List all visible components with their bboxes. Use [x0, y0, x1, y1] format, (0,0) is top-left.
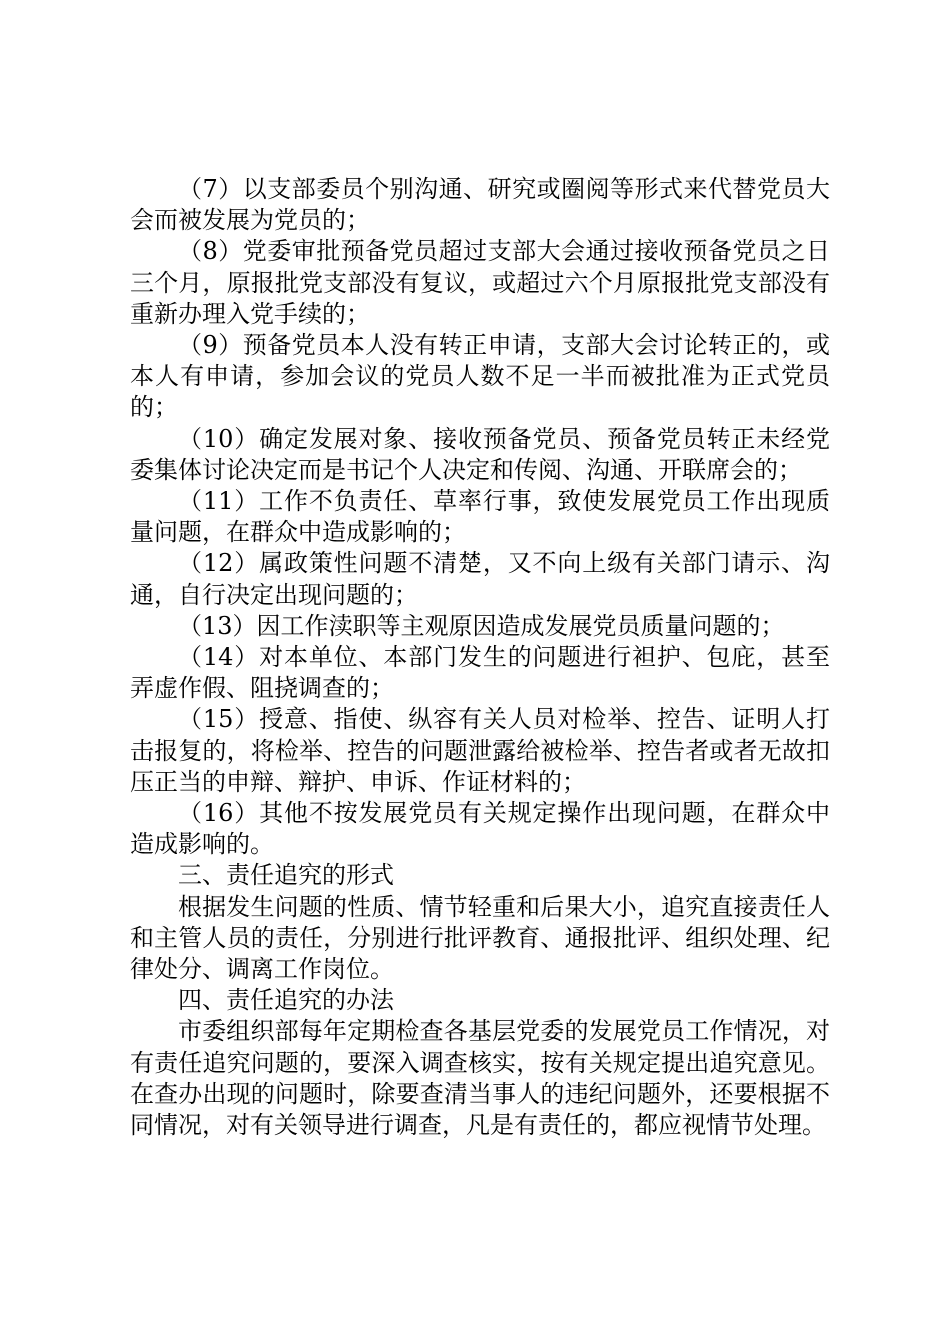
clause-13: （13）因工作渎职等主观原因造成发展党员质量问题的；: [178, 611, 785, 640]
document-body: [130, 174, 830, 1141]
clause-14: （14）对本单位、本部门发生的问题进行袒护、包庇，甚至弄虚作假、阻挠调查的；: [130, 643, 830, 703]
clause-7: （7）以支部委员个别沟通、研究或圈阅等形式来代替党员大会而被发展为党员的；: [130, 175, 830, 235]
clause-8: （8）党委审批预备党员超过支部大会通过接收预备党员之日三个月，原报批党支部没有复议，或超过六个月原报批党支部没有重新办理入党手续的；: [130, 237, 830, 328]
section-heading-forms: 三、责任追究的形式: [178, 861, 394, 890]
clause-16: （16）其他不按发展党员有关规定操作出现问题，在群众中造成影响的。: [130, 799, 830, 859]
section-heading-methods: 四、责任追究的办法: [178, 986, 394, 1015]
clause-12: （12）属政策性问题不清楚，又不向上级有关部门请示、沟通，自行决定出现问题的；: [130, 549, 830, 609]
forms-paragraph: 根据发生问题的性质、情节轻重和后果大小，追究直接责任人和主管人员的责任，分别进行批评教育、通报批评、组织处理、纪律处分、调离工作岗位。: [130, 892, 830, 984]
methods-paragraph: 市委组织部每年定期检查各基层党委的发展党员工作情况，对有责任追究问题的，要深入调查核实，按有关规定提出追究意见。在查办出现的问题时，除要查清当事人的违纪问题外，还要根据不同情况，对有关领导进行调查，凡是有责任的，都应视情节处理。: [130, 1017, 830, 1140]
clause-10: （10）确定发展对象、接收预备党员、预备党员转正未经党委集体讨论决定而是书记个人决定和传阅、沟通、开联席会的；: [130, 424, 830, 484]
clause-9: （9）预备党员本人没有转正申请，支部大会讨论转正的，或本人有申请，参加会议的党员人数不足一半而被批准为正式党员的；: [130, 331, 830, 422]
clause-15: （15）授意、指使、纵容有关人员对检举、控告、证明人打击报复的，将检举、控告的问题泄露给被检举、控告者或者无故扣压正当的申辩、辩护、申诉、作证材料的；: [130, 705, 830, 796]
clause-11: （11）工作不负责任、草率行事，致使发展党员工作出现质量问题，在群众中造成影响的；: [130, 487, 830, 547]
